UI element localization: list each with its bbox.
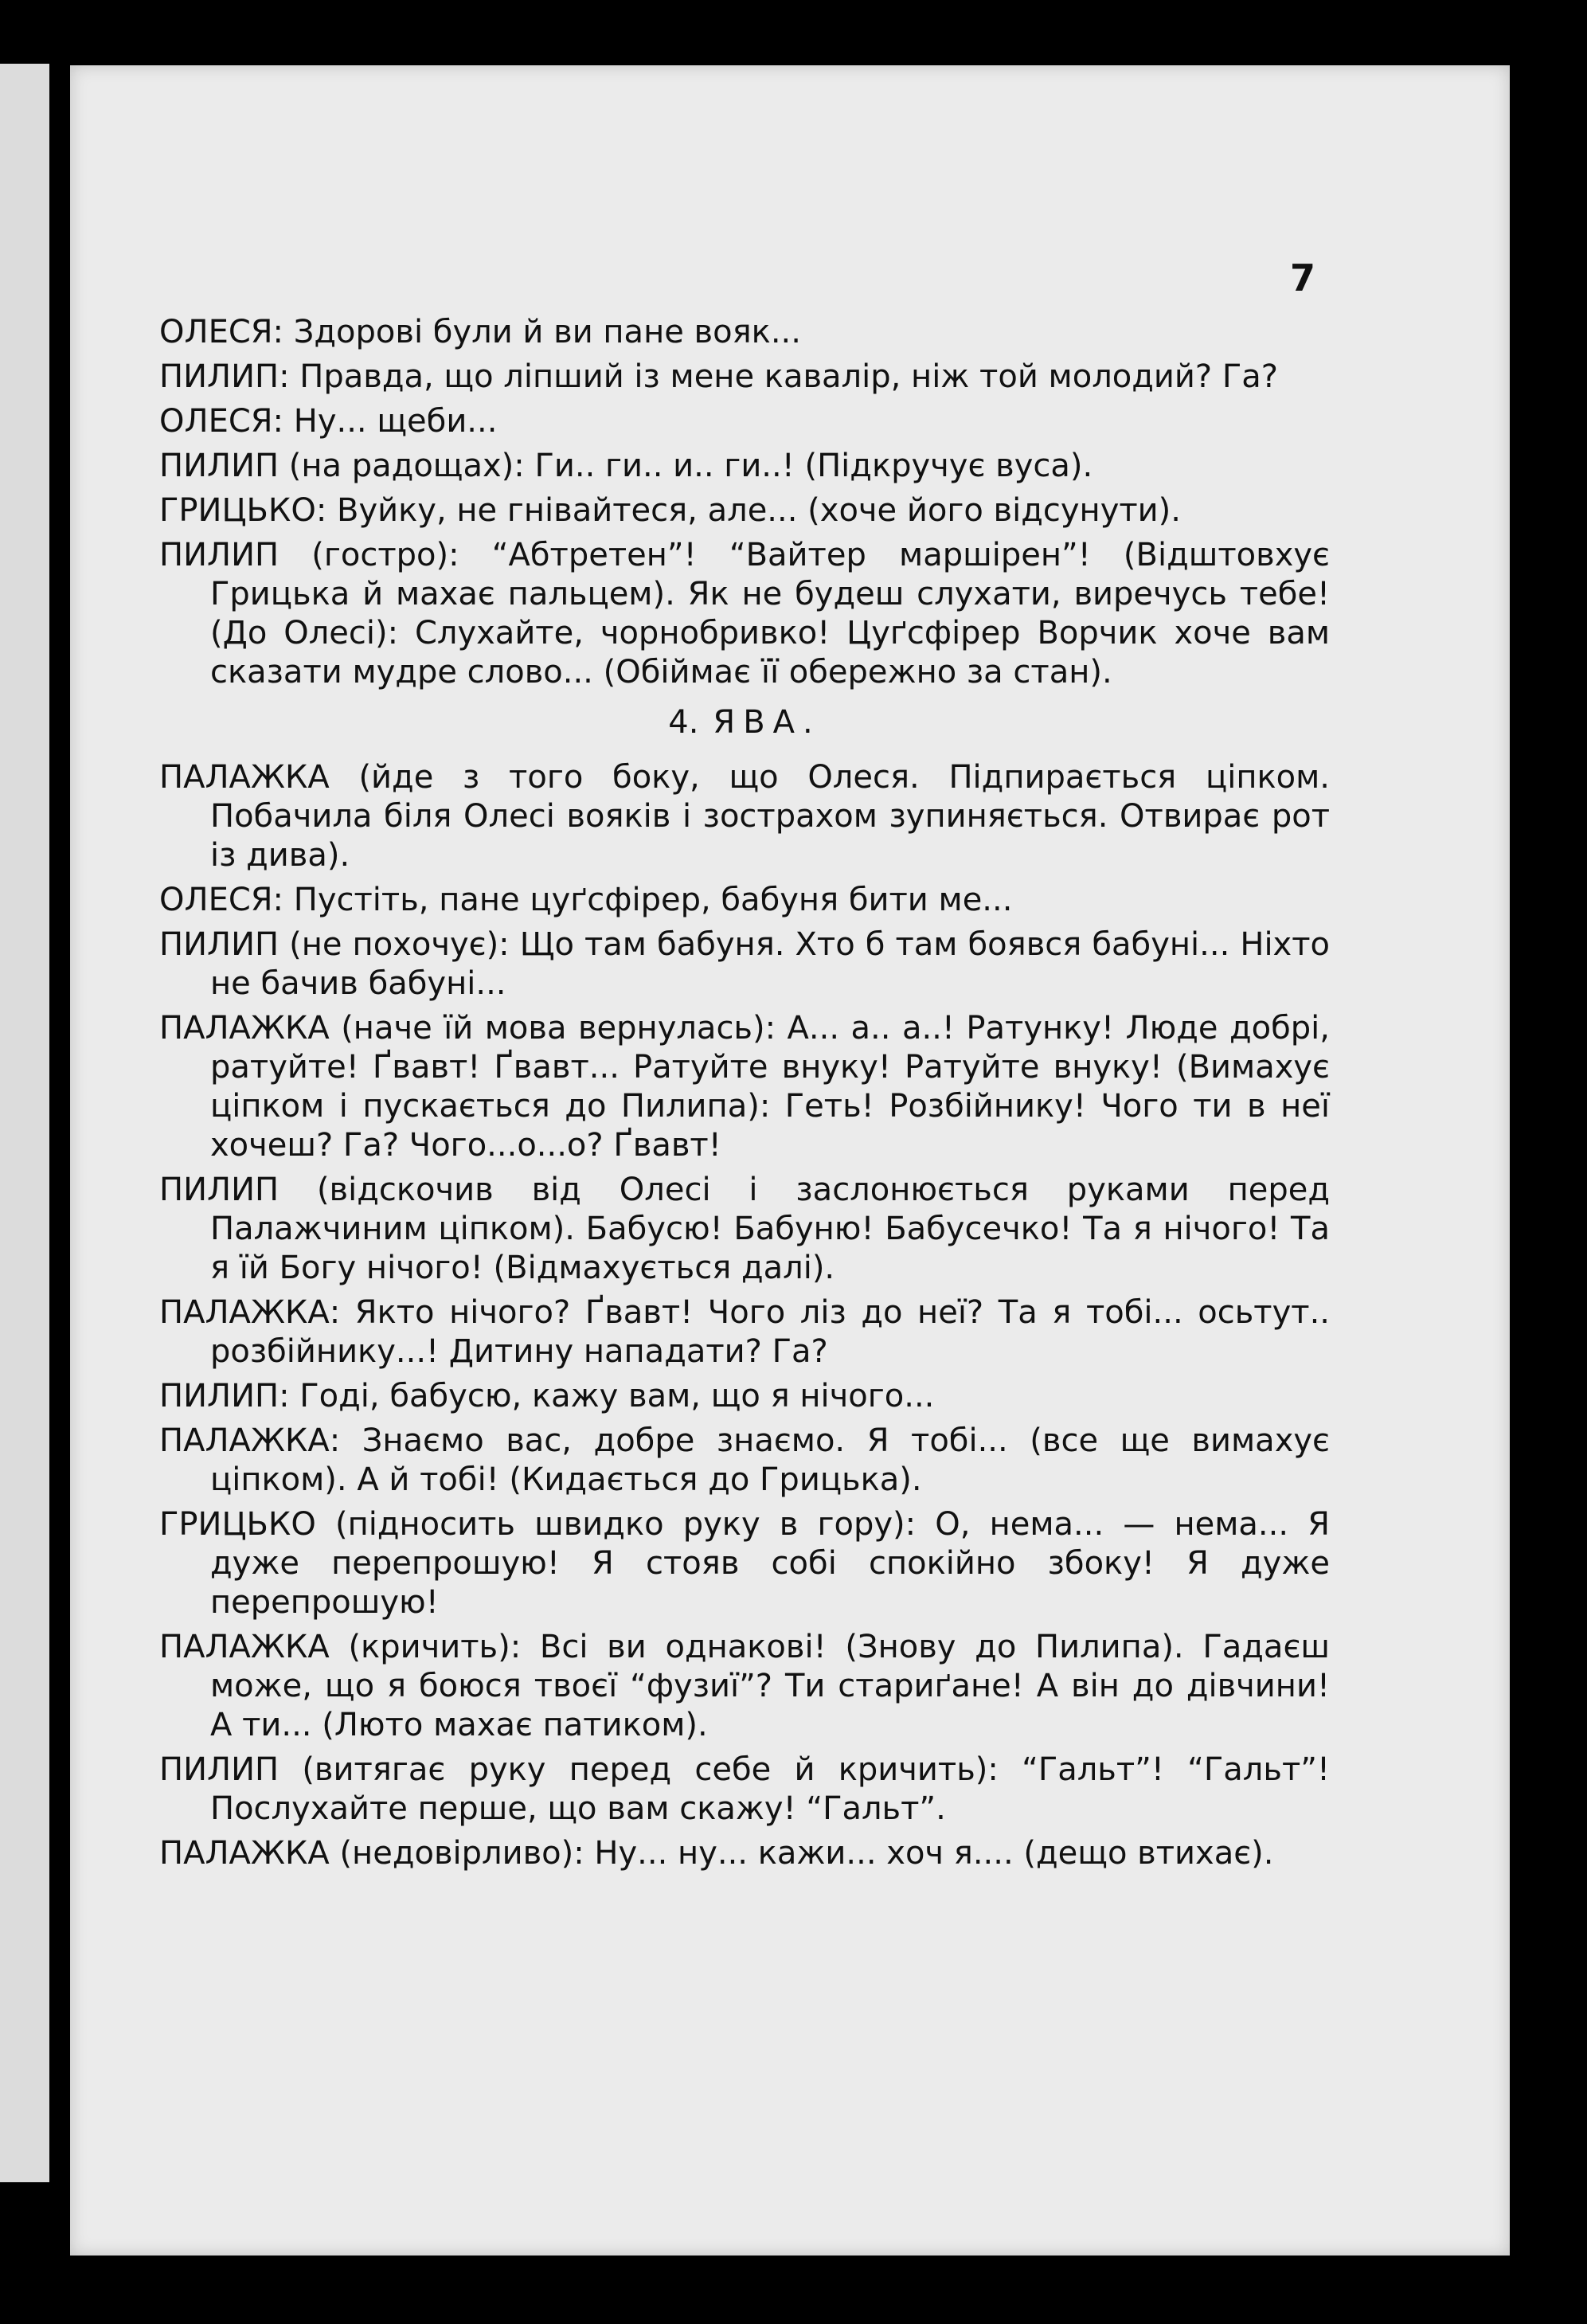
dialogue-line: ПАЛАЖКА (кричить): Всі ви однакові! (Знову до Пилипа). Гадаєш може, що я боюся твоєї “фузиї”? Ти стариґане! А він до дівчини! А ти... (Люто махає патиком). <box>159 1629 1330 1743</box>
dialogue-line: ПАЛАЖКА: Якто нічого? Ґвавт! Чого ліз до неї? Та я тобі... осьтут.. розбійнику...! Дитину нападати? Га? <box>159 1294 1330 1370</box>
dialogue-line: ОЛЕСЯ: Пустіть, пане цуґсфірер, бабуня бити ме... <box>159 882 1013 918</box>
previous-page-edge <box>0 64 49 2182</box>
dialogue-line: ПИЛИП (на радощах): Ги.. ги.. и.. ги..! (Підкручує вуса). <box>159 448 1093 484</box>
dialogue-line: ПАЛАЖКА (йде з того боку, що Олеся. Підпирається ціпком. Побачила біля Олесі вояків і зострахом зупиняється. Отвирає рот із дива). <box>159 759 1330 874</box>
dialogue-line: ПИЛИП (відскочив від Олесі і заслонюється руками перед Палажчиним ціпком). Бабусю! Бабуню! Бабусечко! Та я нічого! Та я їй Богу нічого! (Відмахується далі). <box>159 1172 1330 1286</box>
dialogue-line: ОЛЕСЯ: Ну... щеби... <box>159 403 498 440</box>
dialogue-line: ОЛЕСЯ: Здорові були й ви пане вояк... <box>159 314 801 350</box>
dialogue-line: ГРИЦЬКО: Вуйку, не гнівайтеся, але... (хоче його відсунути). <box>159 492 1181 529</box>
section-title: ЯВА. <box>713 704 821 741</box>
dialogue-line: ПИЛИП: Правда, що ліпший із мене кавалір, ніж той молодий? Га? <box>159 358 1278 395</box>
dialogue-line: ПАЛАЖКА: Знаємо вас, добре знаємо. Я тобі... (все ще вимахує ціпком). А й тобі! (Кидається до Грицька). <box>159 1422 1330 1498</box>
dialogue-line: ПИЛИП (гостро): “Абтретен”! “Вайтер маршірен”! (Відштовхує Грицька й махає пальцем). Як не будеш слухати, виречусь тебе! (До Олесі): Слухайте, чорнобривко! Цуґсфірер Ворчик хоче вам сказати мудре слово... (Обіймає її обережно за стан). <box>159 537 1330 691</box>
play-text <box>159 313 1330 1879</box>
dialogue-line: ПИЛИП: Годі, бабусю, кажу вам, що я нічого... <box>159 1378 935 1414</box>
dialogue-line: ПИЛИП (не похочує): Що там бабуня. Хто б там боявся бабуні... Ніхто не бачив бабуні... <box>159 926 1330 1002</box>
dialogue-line: ПАЛАЖКА (наче їй мова вернулась): А... а.. а..! Ратунку! Люде добрі, ратуйте! Ґвавт! Ґвавт... Ратуйте внуку! Ратуйте внуку! (Вимахує ціпком і пускається до Пилипа): Геть! Розбійнику! Чого ти в неї хочеш? Га? Чого...о...о? Ґвавт! <box>159 1010 1330 1164</box>
page-number: 7 <box>1290 256 1316 299</box>
section-number: 4. <box>668 704 699 741</box>
dialogue-line: ПАЛАЖКА (недовірливо): Ну... ну... кажи... хоч я.... (дещо втихає). <box>159 1835 1274 1872</box>
dialogue-line: ГРИЦЬКО (підносить швидко руку в гору): О, нема... — нема... Я дуже перепрошую! Я стояв собі спокійно збоку! Я дуже перепрошую! <box>159 1506 1330 1621</box>
section-heading <box>159 703 1330 742</box>
dialogue-line: ПИЛИП (витягає руку перед себе й кричить): “Гальт”! “Гальт”! Послухайте перше, що вам скажу! “Гальт”. <box>159 1751 1330 1827</box>
